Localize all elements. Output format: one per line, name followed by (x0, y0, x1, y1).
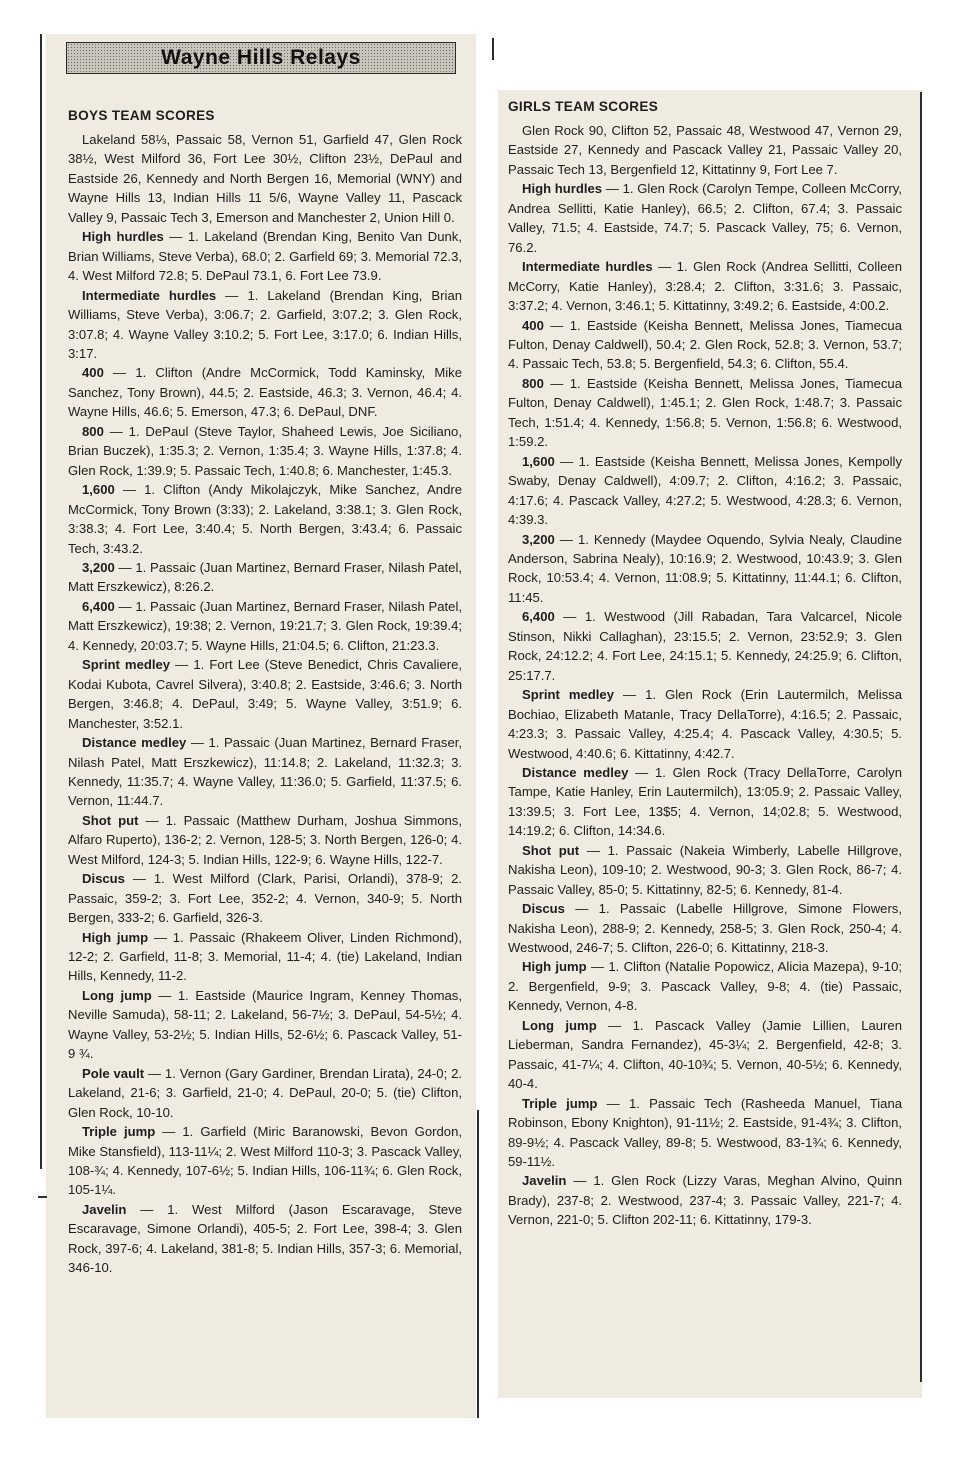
girls-event-result: 6,400 — 1. Westwood (Jill Rabadan, Tara Valcarcel, Nicole Stinson, Nikki Callaghan), 23:15.5; 2. Vernon, 23:52.9; 3. Glen Rock, 24:12.2; 4. Fort Lee, 24:15.1; 5. Kennedy, 24:25.9; 6. Clifton, 25:17.7. (508, 609, 902, 683)
girls-event-result: Sprint medley — 1. Glen Rock (Erin Lautermilch, Melissa Bochiao, Elizabeth Matanle, Tracy DellaTorre), 4:16.5; 2. Passaic, 4:23.3; 3. Passaic Valley, 4:25.4; 4. Pascack Valley, 4:30.5; 5. Westwood, 4:40.6; 6. Kittatinny, 4:42.7. (508, 687, 902, 761)
girls-event-name: Distance medley (522, 764, 629, 780)
boys-event-text: 1. Passaic (Juan Martinez, Bernard Fraser, Nilash Patel, Matt Erszkewicz), 11:14.8; 2. Lakeland, 11:32.3; 3. Kennedy, 11:35.7; 4. Wayne Valley, 11:36.0; 5. Garfield, 11:37.5; 6. Vernon, 11:44.7. (68, 735, 463, 809)
boys-event-result: Long jump — 1. Eastside (Maurice Ingram, Kenney Thomas, Neville Samuda), 58-11; 2. Lakeland, 56-7½; 3. DePaul, 54-5½; 4. Wayne Valley, 53-2½; 5. Indian Hills, 52-6½; 6. Pascack Valley, 51-9 ¾. (68, 987, 462, 1062)
girls-event-text: 1. Glen Rock (Tracy DellaTorre, Carolyn Tampe, Katie Hanley, Erin Lautermilch), 13:05.9; 2. Passaic Valley, 13:39.5; 3. Fort Lee, 13$5; 4. Vernon, 14;02.8; 5. Westwood, 14:19.2; 6. Clifton, 14:34.6. (508, 764, 903, 839)
boys-event-text: 1. West Milford (Jason Escaravage, Steve Escaravage, Simone Orlandi), 405-5; 2. Fort Lee, 398-4; 3. Glen Rock, 397-6; 4. Lakeland, 381-8; 5. Indian Hills, 357-3; 6. Memorial, 346-10. (68, 1201, 462, 1276)
girls-results-column (508, 97, 902, 1230)
boys-event-name: Long jump (82, 987, 152, 1003)
girls-heading: GIRLS TEAM SCORES (508, 99, 659, 114)
left-column-rule (40, 34, 42, 1169)
boys-event-text: 1. Passaic (Juan Martinez, Bernard Fraser, Nilash Patel, Matt Erszkewicz), 8:26.2. (68, 559, 463, 595)
girls-event-name: Intermediate hurdles (522, 259, 653, 275)
boys-event-name: 400 (82, 365, 104, 381)
boys-event-text: 1. DePaul (Steve Taylor, Shaheed Lewis, Joe Siciliano, Brian Buczek), 1:35.3; 2. Vernon, 1:35.4; 3. Wayne Hills, 1:37.8; 4. Glen Rock, 1:39.9; 5. Passaic Tech, 1:40.8; 6. Manchester, 1:45.3. (68, 423, 462, 478)
boys-event-name: Javelin (82, 1201, 127, 1217)
boys-event-result: Javelin — 1. West Milford (Jason Escaravage, Steve Escaravage, Simone Orlandi), 405-5; 2. Fort Lee, 398-4; 3. Glen Rock, 397-6; 4. Lakeland, 381-8; 5. Indian Hills, 357-3; 6. Memorial, 346-10. (68, 1201, 462, 1276)
boys-heading: BOYS TEAM SCORES (68, 108, 215, 123)
girls-event-result: Triple jump — 1. Passaic Tech (Rasheeda Manuel, Tiana Robinson, Ebony Knighton), 91-11½; 2. Eastside, 91-4¾; 3. Clifton, 89-9½; 4. Pascack Valley, 89-8; 5. Westwood, 83-1¾; 6. Kennedy, 59-11½. (508, 1095, 903, 1170)
girls-event-text: 1. Glen Rock (Erin Lautermilch, Melissa Bochiao, Elizabeth Matanle, Tracy DellaTorre), 4:16.5; 2. Passaic, 4:23.3; 3. Passaic Valley, 4:25.4; 4. Pascack Valley, 4:30.5; 5. Westwood, 4:40.6; 6. Kittatinny, 4:42.7. (508, 687, 902, 761)
boys-results-column (68, 106, 462, 1278)
girls-event-name: Long jump (522, 1017, 597, 1033)
page-title-banner (66, 42, 456, 74)
boys-event-text: 1. Passaic (Rhakeem Oliver, Linden Richmond), 12-2; 2. Garfield, 11-8; 3. Memorial, 11-4; 4. (tie) Lakeland, Indian Hills, Kennedy, 11-2. (68, 929, 462, 984)
boys-event-name: 3,200 (82, 559, 115, 575)
boys-event-name: High hurdles (82, 229, 164, 245)
boys-event-result: High hurdles — 1. Lakeland (Brendan King, Benito Van Dunk, Brian Williams, Steve Verba), 68.0; 2. Garfield 69; 3. Memorial 72.3, 4. West Milford 72.8; 5. DePaul 73.1, 6. Fort Lee 73.9. (68, 229, 462, 284)
boys-event-name: High jump (82, 929, 149, 945)
girls-event-name: 1,600 (522, 453, 555, 469)
center-column-rule (477, 1110, 479, 1418)
boys-event-result: Distance medley — 1. Passaic (Juan Martinez, Bernard Fraser, Nilash Patel, Matt Erszkewicz), 11:14.8; 2. Lakeland, 11:32.3; 3. Kennedy, 11:35.7; 4. Wayne Valley, 11:36.0; 5. Garfield, 11:37.5; 6. Vernon, 11:44.7. (68, 735, 463, 809)
boys-event-name: Distance medley (82, 735, 187, 751)
girls-event-name: Sprint medley (522, 687, 614, 703)
girls-event-name: High jump (522, 959, 587, 975)
boys-event-result: Discus — 1. West Milford (Clark, Parisi, Orlandi), 378-9; 2. Passaic, 359-2; 3. Fort Lee, 352-2; 4. Vernon, 340-9; 5. North Bergen, 333-2; 6. Garfield, 326-3. (68, 871, 463, 926)
boys-event-name: 6,400 (82, 598, 115, 614)
girls-event-name: Javelin (522, 1173, 567, 1189)
boys-event-name: Triple jump (82, 1124, 156, 1140)
girls-event-result: Long jump — 1. Pascack Valley (Jamie Lillien, Lauren Lieberman, Sandra Fernandez), 45-3¼; 2. Bergenfield, 42-8; 3. Passaic, 41-7¼; 4. Clifton, 40-10¾; 5. Vernon, 40-5½; 6. Kennedy, 40-4. (508, 1017, 902, 1092)
boys-event-result: 6,400 — 1. Passaic (Juan Martinez, Bernard Fraser, Nilash Patel, Matt Erszkewicz), 19:38; 2. Vernon, 19:21.7; 3. Glen Rock, 19:39.4; 4. Kennedy, 20:03.7; 5. Wayne Hills, 21:04.5; 6. Clifton, 21:23.3. (68, 598, 463, 653)
boys-event-result: 800 — 1. DePaul (Steve Taylor, Shaheed Lewis, Joe Siciliano, Brian Buczek), 1:35.3; 2. Vernon, 1:35.4; 3. Wayne Hills, 1:37.8; 4. Glen Rock, 1:39.9; 5. Passaic Tech, 1:40.8; 6. Manchester, 1:45.3. (68, 423, 462, 478)
boys-event-text: 1. Fort Lee (Steve Benedict, Chris Cavaliere, Kodai Kubota, Cavrel Silvera), 3:40.8; 2. Eastside, 3:46.6; 3. North Bergen, 3:46.8; 4. DePaul, 3:49; 5. Wayne Valley, 3:51.9; 6. Manchester, 3:52.1. (68, 657, 462, 731)
boys-team-scores: Lakeland 58⅓, Passaic 58, Vernon 51, Garfield 47, Glen Rock 38½, West Milford 36, Fort Lee 30½, Clifton 23½, DePaul and Eastside 26, Kennedy and North Bergen 16, Memorial (WNY) and Wayne Hills 13, Indian Hills 11 5/6, Wayne Valley 11, Pascack Valley 9, Passaic Tech 3, Emerson and Manchester 2, Union Hill 0. (68, 132, 462, 225)
girls-event-name: High hurdles (522, 181, 603, 197)
girls-event-result: 800 — 1. Eastside (Keisha Bennett, Melissa Jones, Tiamecua Fulton, Denay Caldwell), 1:45.1; 2. Glen Rock, 1:48.7; 3. Passaic Tech, 1:51.4; 4. Kennedy, 1:56.8; 5. Vernon, 1:56.8; 6. Westwood, 1:59.2. (508, 375, 902, 450)
boys-event-text: 1. Garfield (Miric Baranowski, Bevon Gordon, Mike Stansfield), 113-11¼; 2. West Milford 110-3; 3. Pascack Valley, 108-¾; 4. Kennedy, 107-6½; 5. Indian Hills, 106-11¾; 6. Glen Rock, 105-1¼. (68, 1124, 462, 1198)
boys-event-text: 1. Clifton (Andy Mikolajczyk, Mike Sanchez, Andre McCormick, Tony Brown (3:33); 2. Lakeland, 3:38.1; 3. Glen Rock, 3:38.3; 4. Fort Lee, 3:40.4; 5. North Bergen, 3:43.4; 6. Passaic Tech, 3:43.2. (68, 482, 462, 556)
girls-event-result: 400 — 1. Eastside (Keisha Bennett, Melissa Jones, Tiamecua Fulton, Denay Caldwell), 50.4; 2. Glen Rock, 52.8; 3. Vernon, 53.7; 4. Passaic Tech, 53.8; 5. Bergenfield, 54.3; 6. Clifton, 55.4. (508, 317, 902, 372)
boys-event-result: Intermediate hurdles — 1. Lakeland (Brendan King, Brian Williams, Steve Verba), 3:06.7; 2. Garfield, 3:07.2; 3. Glen Rock, 3:07.8; 4. Wayne Valley 3:10.2; 5. Fort Lee, 3:17.0; 6. Indian Hills, 3:17. (68, 287, 463, 361)
girls-event-text: 1. Glen Rock (Andrea Sellitti, Colleen McCorry, Katie Hanley), 3:28.4; 2. Clifton, 3:31.6; 3. Passaic, 3:37.2; 4. Vernon, 3:46.1; 5. Kittatinny, 3:49.2; 6. Eastside, 4:00.2. (508, 259, 902, 314)
girls-event-text: 1. Passaic Tech (Rasheeda Manuel, Tiana Robinson, Ebony Knighton), 91-11½; 2. Eastside, 91-4¾; 3. Clifton, 89-9½; 4. Pascack Valley, 89-8; 5. Westwood, 83-1¾; 6. Kennedy, 59-11½. (508, 1095, 903, 1170)
girls-event-text: 1. Passaic (Nakeia Wimberly, Labelle Hillgrove, Nakisha Leon), 109-10; 2. Westwood, 90-3; 3. Glen Rock, 86-7; 4. Passaic Valley, 85-0; 5. Kittatinny, 82-5; 6. Kennedy, 81-4. (508, 842, 902, 897)
clip-tick (38, 1196, 47, 1198)
girls-event-result: Intermediate hurdles — 1. Glen Rock (Andrea Sellitti, Colleen McCorry, Katie Hanley), 3:28.4; 2. Clifton, 3:31.6; 3. Passaic, 3:37.2; 4. Vernon, 3:46.1; 5. Kittatinny, 3:49.2; 6. Eastside, 4:00.2. (508, 259, 902, 314)
girls-event-name: 6,400 (522, 609, 555, 625)
girls-event-result: High jump — 1. Clifton (Natalie Popowicz, Alicia Mazepa), 9-10; 2. Bergenfield, 9-9; 3. Pascack Valley, 9-8; 4. (tie) Passaic, Kennedy, Vernon, 4-8. (508, 959, 902, 1014)
boys-event-name: Sprint medley (82, 657, 171, 673)
boys-event-result: 3,200 — 1. Passaic (Juan Martinez, Bernard Fraser, Nilash Patel, Matt Erszkewicz), 8:26.2. (68, 559, 463, 595)
girls-event-name: 400 (522, 317, 544, 333)
right-column-rule (920, 92, 922, 1382)
girls-event-name: Triple jump (522, 1095, 598, 1111)
girls-event-text: 1. Kennedy (Maydee Oquendo, Sylvia Nealy, Claudine Anderson, Sabrina Nealy), 10:16.9; 2. Westwood, 10:43.9; 3. Glen Rock, 10:53.4; 4. Vernon, 11:08.9; 5. Kittatinny, 11:44.1; 6. Clifton, 11:45. (508, 531, 902, 605)
boys-event-result: Sprint medley — 1. Fort Lee (Steve Benedict, Chris Cavaliere, Kodai Kubota, Cavrel Silvera), 3:40.8; 2. Eastside, 3:46.6; 3. North Bergen, 3:46.8; 4. DePaul, 3:49; 5. Wayne Valley, 3:51.9; 6. Manchester, 3:52.1. (68, 657, 462, 731)
girls-events-list (508, 179, 902, 1229)
girls-event-result: 1,600 — 1. Eastside (Keisha Bennett, Melissa Jones, Kempolly Swaby, Denay Caldwell), 4:09.7; 2. Clifton, 4:16.2; 3. Passaic, 4:17.6; 4. Pascack Valley, 4:27.2; 5. Westwood, 4:28.3; 6. Vernon, 4:39.3. (508, 453, 902, 528)
boys-event-result: Shot put — 1. Passaic (Matthew Durham, Joshua Simmons, Alfaro Ruperto), 136-2; 2. Vernon, 128-5; 3. North Bergen, 126-0; 4. West Milford, 124-3; 5. Indian Hills, 122-9; 6. Wayne Hills, 122-7. (68, 812, 462, 867)
page-title: Wayne Hills Relays (161, 46, 361, 69)
girls-event-name: Discus (522, 901, 565, 917)
girls-event-text: 1. Glen Rock (Carolyn Tempe, Colleen McCorry, Andrea Sellitti, Katie Hanley), 66.5; 2. Clifton, 67.4; 3. Passaic Valley, 71.5; 4. Eastside, 74.7; 5. Pascack Valley, 75; 6. Vernon, 76.2. (508, 181, 902, 255)
boys-event-text: 1. Passaic (Matthew Durham, Joshua Simmons, Alfaro Ruperto), 136-2; 2. Vernon, 128-5; 3. North Bergen, 126-0; 4. West Milford, 124-3; 5. Indian Hills, 122-9; 6. Wayne Hills, 122-7. (68, 812, 462, 867)
boys-event-result: Triple jump — 1. Garfield (Miric Baranowski, Bevon Gordon, Mike Stansfield), 113-11¼; 2. West Milford 110-3; 3. Pascack Valley, 108-¾; 4. Kennedy, 107-6½; 5. Indian Hills, 106-11¾; 6. Glen Rock, 105-1¼. (68, 1124, 462, 1198)
boys-event-name: Pole vault (82, 1065, 145, 1081)
girls-event-text: 1. Pascack Valley (Jamie Lillien, Lauren Lieberman, Sandra Fernandez), 45-3¼; 2. Bergenfield, 42-8; 3. Passaic, 41-7¼; 4. Clifton, 40-10¾; 5. Vernon, 40-5½; 6. Kennedy, 40-4. (508, 1017, 902, 1092)
girls-event-text: 1. Eastside (Keisha Bennett, Melissa Jones, Kempolly Swaby, Denay Caldwell), 4:09.7; 2. Clifton, 4:16.2; 3. Passaic, 4:17.6; 4. Pascack Valley, 4:27.2; 5. Westwood, 4:28.3; 6. Vernon, 4:39.3. (508, 453, 902, 528)
girls-event-text: 1. Passaic (Labelle Hillgrove, Simone Flowers, Nakisha Leon), 288-9; 2. Kennedy, 258-5; 3. Glen Rock, 250-4; 4. Westwood, 246-7; 5. Clifton, 226-0; 6. Kittatinny, 218-3. (508, 901, 902, 956)
boys-event-name: 800 (82, 423, 104, 439)
gutter-mark (492, 38, 494, 60)
girls-event-result: Shot put — 1. Passaic (Nakeia Wimberly, Labelle Hillgrove, Nakisha Leon), 109-10; 2. Westwood, 90-3; 3. Glen Rock, 86-7; 4. Passaic Valley, 85-0; 5. Kittatinny, 82-5; 6. Kennedy, 81-4. (508, 842, 902, 897)
girls-event-result: Javelin — 1. Glen Rock (Lizzy Varas, Meghan Alvino, Quinn Brady), 237-8; 2. Westwood, 237-4; 3. Passaic Valley, 221-7; 4. Vernon, 221-0; 5. Clifton 202-11; 6. Kittatinny, 179-3. (508, 1173, 902, 1228)
boys-event-result: 400 — 1. Clifton (Andre McCormick, Todd Kaminsky, Mike Sanchez, Tony Brown), 44.5; 2. Eastside, 46.3; 3. Vernon, 46.4; 4. Wayne Hills, 46.6; 5. Emerson, 47.3; 6. DePaul, DNF. (68, 365, 463, 420)
boys-event-text: 1. Lakeland (Brendan King, Benito Van Dunk, Brian Williams, Steve Verba), 68.0; 2. Garfield 69; 3. Memorial 72.3, 4. West Milford 72.8; 5. DePaul 73.1, 6. Fort Lee 73.9. (68, 229, 462, 284)
boys-event-text: 1. Eastside (Maurice Ingram, Kenney Thomas, Neville Samuda), 58-11; 2. Lakeland, 56-7½; 3. DePaul, 54-5½; 4. Wayne Valley, 53-2½; 5. Indian Hills, 52-6½; 6. Pascack Valley, 51-9 ¾. (68, 987, 462, 1062)
boys-event-result: 1,600 — 1. Clifton (Andy Mikolajczyk, Mike Sanchez, Andre McCormick, Tony Brown (3:33); 2. Lakeland, 3:38.1; 3. Glen Rock, 3:38.3; 4. Fort Lee, 3:40.4; 5. North Bergen, 3:43.4; 6. Passaic Tech, 3:43.2. (68, 482, 462, 556)
girls-event-text: 1. Glen Rock (Lizzy Varas, Meghan Alvino, Quinn Brady), 237-8; 2. Westwood, 237-4; 3. Passaic Valley, 221-7; 4. Vernon, 221-0; 5. Clifton 202-11; 6. Kittatinny, 179-3. (508, 1173, 902, 1228)
girls-event-result: Distance medley — 1. Glen Rock (Tracy DellaTorre, Carolyn Tampe, Katie Hanley, Erin Lautermilch), 13:05.9; 2. Passaic Valley, 13:39.5; 3. Fort Lee, 13$5; 4. Vernon, 14;02.8; 5. Westwood, 14:19.2; 6. Clifton, 14:34.6. (508, 764, 903, 839)
girls-event-result: Discus — 1. Passaic (Labelle Hillgrove, Simone Flowers, Nakisha Leon), 288-9; 2. Kennedy, 258-5; 3. Glen Rock, 250-4; 4. Westwood, 246-7; 5. Clifton, 226-0; 6. Kittatinny, 218-3. (508, 901, 902, 956)
girls-team-scores: Glen Rock 90, Clifton 52, Passaic 48, Westwood 47, Vernon 29, Eastside 27, Kennedy and Pascack Valley 21, Passaic Valley 20, Passaic Tech 13, Bergenfield 12, Kittatinny 9, Fort Lee 7. (508, 123, 902, 177)
girls-event-result: 3,200 — 1. Kennedy (Maydee Oquendo, Sylvia Nealy, Claudine Anderson, Sabrina Nealy), 10:16.9; 2. Westwood, 10:43.9; 3. Glen Rock, 10:53.4; 4. Vernon, 11:08.9; 5. Kittatinny, 11:44.1; 6. Clifton, 11:45. (508, 531, 902, 605)
girls-event-result: High hurdles — 1. Glen Rock (Carolyn Tempe, Colleen McCorry, Andrea Sellitti, Katie Hanley), 66.5; 2. Clifton, 67.4; 3. Passaic Valley, 71.5; 4. Eastside, 74.7; 5. Pascack Valley, 75; 6. Vernon, 76.2. (508, 181, 902, 255)
boys-event-name: Discus (82, 871, 125, 887)
girls-event-name: 3,200 (522, 531, 555, 547)
boys-event-result: Pole vault — 1. Vernon (Gary Gardiner, Brendan Lirata), 24-0; 2. Lakeland, 21-6; 3. Garfield, 21-0; 4. DePaul, 20-0; 5. (tie) Clifton, Glen Rock, 10-10. (68, 1065, 462, 1120)
girls-event-text: 1. Clifton (Natalie Popowicz, Alicia Mazepa), 9-10; 2. Bergenfield, 9-9; 3. Pascack Valley, 9-8; 4. (tie) Passaic, Kennedy, Vernon, 4-8. (508, 959, 902, 1014)
boys-events-list (68, 227, 462, 1277)
boys-event-name: 1,600 (82, 482, 115, 498)
boys-event-text: 1. Lakeland (Brendan King, Brian Williams, Steve Verba), 3:06.7; 2. Garfield, 3:07.2; 3. Glen Rock, 3:07.8; 4. Wayne Valley 3:10.2; 5. Fort Lee, 3:17.0; 6. Indian Hills, 3:17. (68, 287, 463, 361)
boys-event-result: High jump — 1. Passaic (Rhakeem Oliver, Linden Richmond), 12-2; 2. Garfield, 11-8; 3. Memorial, 11-4; 4. (tie) Lakeland, Indian Hills, Kennedy, 11-2. (68, 929, 462, 984)
boys-event-text: 1. Clifton (Andre McCormick, Todd Kaminsky, Mike Sanchez, Tony Brown), 44.5; 2. Eastside, 46.3; 3. Vernon, 46.4; 4. Wayne Hills, 46.6; 5. Emerson, 47.3; 6. DePaul, DNF. (68, 365, 463, 420)
boys-event-name: Shot put (82, 812, 139, 828)
girls-event-text: 1. Eastside (Keisha Bennett, Melissa Jones, Tiamecua Fulton, Denay Caldwell), 50.4; 2. Glen Rock, 52.8; 3. Vernon, 53.7; 4. Passaic Tech, 53.8; 5. Bergenfield, 54.3; 6. Clifton, 55.4. (508, 317, 902, 372)
girls-event-name: Shot put (522, 842, 580, 858)
girls-event-text: 1. Eastside (Keisha Bennett, Melissa Jones, Tiamecua Fulton, Denay Caldwell), 1:45.1; 2. Glen Rock, 1:48.7; 3. Passaic Tech, 1:51.4; 4. Kennedy, 1:56.8; 5. Vernon, 1:56.8; 6. Westwood, 1:59.2. (508, 375, 902, 450)
boys-event-text: 1. Vernon (Gary Gardiner, Brendan Lirata), 24-0; 2. Lakeland, 21-6; 3. Garfield, 21-0; 4. DePaul, 20-0; 5. (tie) Clifton, Glen Rock, 10-10. (68, 1065, 462, 1120)
girls-event-text: 1. Westwood (Jill Rabadan, Tara Valcarcel, Nicole Stinson, Nikki Callaghan), 23:15.5; 2. Vernon, 23:52.9; 3. Glen Rock, 24:12.2; 4. Fort Lee, 24:15.1; 5. Kennedy, 24:25.9; 6. Clifton, 25:17.7. (508, 609, 902, 683)
girls-event-name: 800 (522, 375, 544, 391)
boys-event-name: Intermediate hurdles (82, 287, 217, 303)
boys-event-text: 1. Passaic (Juan Martinez, Bernard Fraser, Nilash Patel, Matt Erszkewicz), 19:38; 2. Vernon, 19:21.7; 3. Glen Rock, 19:39.4; 4. Kennedy, 20:03.7; 5. Wayne Hills, 21:04.5; 6. Clifton, 21:23.3. (68, 598, 463, 653)
boys-event-text: 1. West Milford (Clark, Parisi, Orlandi), 378-9; 2. Passaic, 359-2; 3. Fort Lee, 352-2; 4. Vernon, 340-9; 5. North Bergen, 333-2; 6. Garfield, 326-3. (68, 871, 463, 926)
